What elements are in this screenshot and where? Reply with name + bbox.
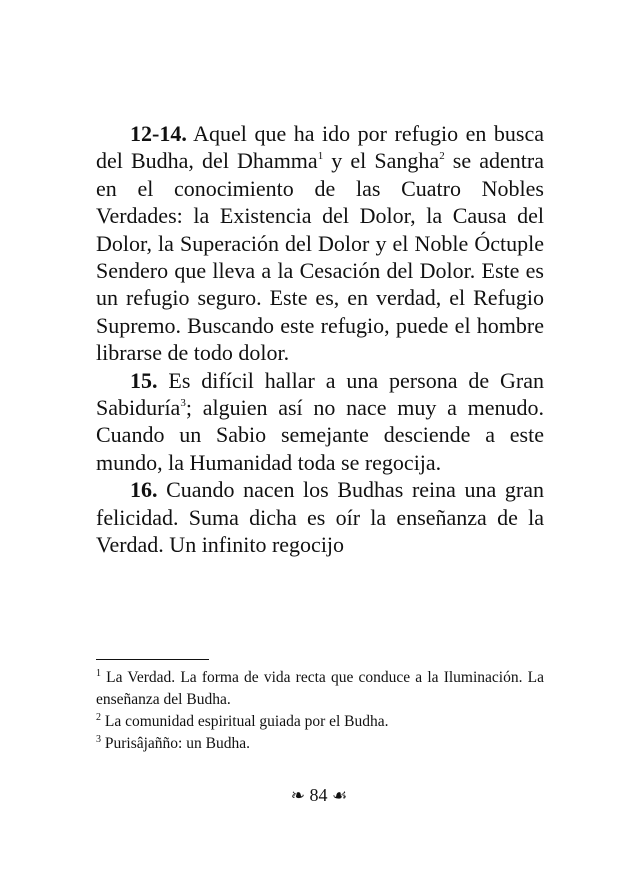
footnote-text: La Verdad. La forma de vida recta que conduce a la Iluminación. La enseñanza del Budha. — [96, 669, 544, 708]
footnote-divider — [96, 659, 209, 660]
footnote-2 — [96, 711, 544, 733]
footnote-1 — [96, 667, 544, 711]
footnote-ref: 2 — [439, 150, 445, 163]
page-footer — [0, 783, 638, 808]
page-number: 84 — [309, 785, 328, 805]
verse-number: 12-14. — [130, 121, 187, 146]
footnote-ref: 3 — [180, 397, 186, 410]
footnote-mark: 3 — [96, 734, 101, 745]
paragraph-text: Aquel que ha ido por refugio en busca del Budha, del Dhamma — [96, 121, 544, 174]
paragraph-text: Es difícil hallar a una persona de Gran Sabiduría — [96, 367, 544, 421]
paragraph-text: ; alguien así no nace muy a menudo. Cuando un Sabio semejante desciende a este mundo, la Humanidad toda se regocija. — [96, 395, 544, 475]
footnote-mark: 1 — [96, 668, 101, 679]
leaf-ornament-icon: ❧ — [290, 786, 305, 806]
footnote-text: La comunidad espiritual guiada por el Budha. — [101, 713, 389, 730]
main-text — [96, 120, 544, 559]
footnote-3 — [96, 733, 544, 755]
leaf-ornament-icon: ☙ — [332, 786, 348, 806]
footnote-mark: 2 — [96, 712, 101, 723]
paragraph-text: y el Sangha — [323, 148, 440, 174]
footnotes — [96, 667, 544, 755]
paragraph-16 — [96, 476, 544, 558]
verse-number: 15. — [130, 367, 158, 393]
paragraph-text: se adentra en el conocimiento de las Cuatro Nobles Verdades: la Existencia del Dolor, la Causa del Dolor, la Superación del Dolor y el Noble Óctuple Sendero que lleva a la Cesación del Dolor. Este es un refugio seguro. Este es, en verdad, el Refugio Supremo. Buscando este refugio, puede el hombre librarse de todo dolor. — [96, 148, 544, 366]
paragraph-text: Cuando nacen los Budhas reina una gran felicidad. Suma dicha es oír la enseñanza de la Verdad. Un infinito regocijo — [96, 477, 544, 558]
verse-number: 16. — [130, 477, 158, 503]
paragraph-12-14 — [96, 120, 544, 367]
paragraph-15 — [96, 367, 544, 477]
footnote-text: Purisâjaññо: un Budha. — [101, 735, 250, 752]
footnote-ref: 1 — [317, 150, 324, 163]
